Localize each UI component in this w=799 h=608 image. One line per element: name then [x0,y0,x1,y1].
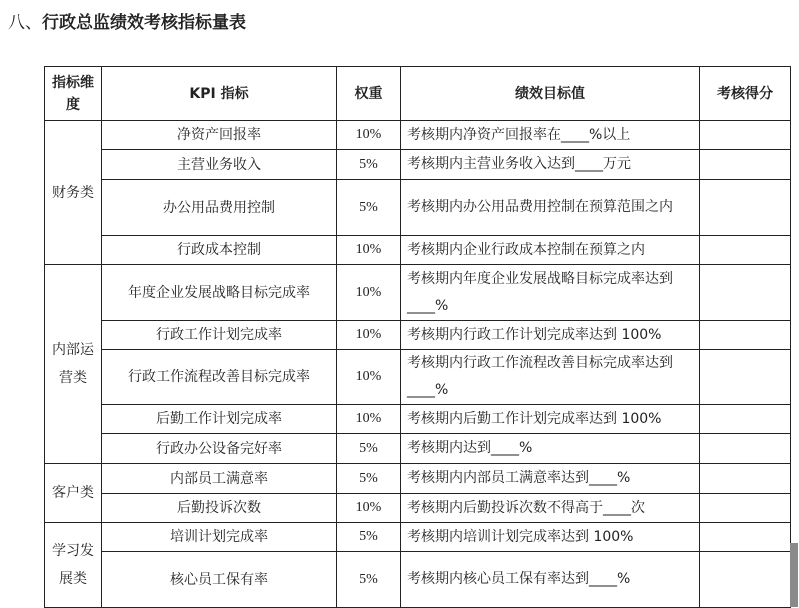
goal-cell: 考核期内行政工作计划完成率达到 100% [401,321,700,350]
dimension-cell: 学习发展类 [45,523,102,608]
heading-number: 八、 [8,13,42,33]
kpi-cell: 后勤投诉次数 [102,494,337,523]
goal-cell: 考核期内后勤工作计划完成率达到 100% [401,405,700,434]
table-row [45,150,791,180]
table-row [45,236,791,265]
goal-cell: 考核期内内部员工满意率达到____% [401,464,700,494]
weight-cell: 10% [337,121,401,150]
score-cell[interactable] [700,121,791,150]
goal-cell: 考核期内培训计划完成率达到 100% [401,523,700,552]
score-cell[interactable] [700,180,791,236]
score-cell[interactable] [700,150,791,180]
weight-cell: 10% [337,321,401,350]
page-heading [8,8,246,33]
weight-cell: 5% [337,552,401,608]
kpi-cell: 行政工作计划完成率 [102,321,337,350]
kpi-cell: 核心员工保有率 [102,552,337,608]
weight-cell: 5% [337,180,401,236]
goal-cell: 考核期内办公用品费用控制在预算范围之内 [401,180,700,236]
goal-cell: 考核期内年度企业发展战略目标完成率达到____% [401,265,700,321]
weight-cell: 10% [337,350,401,405]
table-row [45,321,791,350]
score-cell[interactable] [700,350,791,405]
score-cell[interactable] [700,236,791,265]
weight-cell: 10% [337,265,401,321]
kpi-cell: 行政工作流程改善目标完成率 [102,350,337,405]
dimension-cell: 财务类 [45,121,102,265]
weight-cell: 10% [337,494,401,523]
kpi-cell: 主营业务收入 [102,150,337,180]
kpi-cell: 净资产回报率 [102,121,337,150]
weight-cell: 5% [337,523,401,552]
table-row [45,523,791,552]
kpi-table [44,66,791,608]
kpi-cell: 年度企业发展战略目标完成率 [102,265,337,321]
table-header-row [45,67,791,121]
table-row [45,350,791,405]
score-cell[interactable] [700,464,791,494]
kpi-cell: 行政成本控制 [102,236,337,265]
score-cell[interactable] [700,552,791,608]
weight-cell: 5% [337,464,401,494]
goal-cell: 考核期内企业行政成本控制在预算之内 [401,236,700,265]
goal-cell: 考核期内核心员工保有率达到____% [401,552,700,608]
weight-cell: 10% [337,236,401,265]
header-score: 考核得分 [700,67,791,121]
header-dimension: 指标维度 [45,67,102,121]
table-row [45,121,791,150]
score-cell[interactable] [700,494,791,523]
goal-cell: 考核期内后勤投诉次数不得高于____次 [401,494,700,523]
goal-cell: 考核期内达到____% [401,434,700,464]
table-row [45,494,791,523]
goal-cell: 考核期内主营业务收入达到____万元 [401,150,700,180]
kpi-cell: 培训计划完成率 [102,523,337,552]
score-cell[interactable] [700,265,791,321]
weight-cell: 5% [337,150,401,180]
table-row [45,180,791,236]
score-cell[interactable] [700,523,791,552]
dimension-cell: 客户类 [45,464,102,523]
goal-cell: 考核期内净资产回报率在____%以上 [401,121,700,150]
table-row [45,265,791,321]
heading-title: 行政总监绩效考核指标量表 [42,13,246,33]
score-cell[interactable] [700,434,791,464]
header-weight: 权重 [337,67,401,121]
scrollbar[interactable] [790,543,798,607]
kpi-cell: 内部员工满意率 [102,464,337,494]
kpi-cell: 行政办公设备完好率 [102,434,337,464]
table-row [45,434,791,464]
goal-cell: 考核期内行政工作流程改善目标完成率达到____% [401,350,700,405]
table-row [45,464,791,494]
score-cell[interactable] [700,321,791,350]
kpi-cell: 后勤工作计划完成率 [102,405,337,434]
header-kpi: KPI 指标 [102,67,337,121]
dimension-cell: 内部运营类 [45,265,102,464]
weight-cell: 5% [337,434,401,464]
weight-cell: 10% [337,405,401,434]
table-row [45,405,791,434]
kpi-cell: 办公用品费用控制 [102,180,337,236]
score-cell[interactable] [700,405,791,434]
table-row [45,552,791,608]
header-goal: 绩效目标值 [401,67,700,121]
